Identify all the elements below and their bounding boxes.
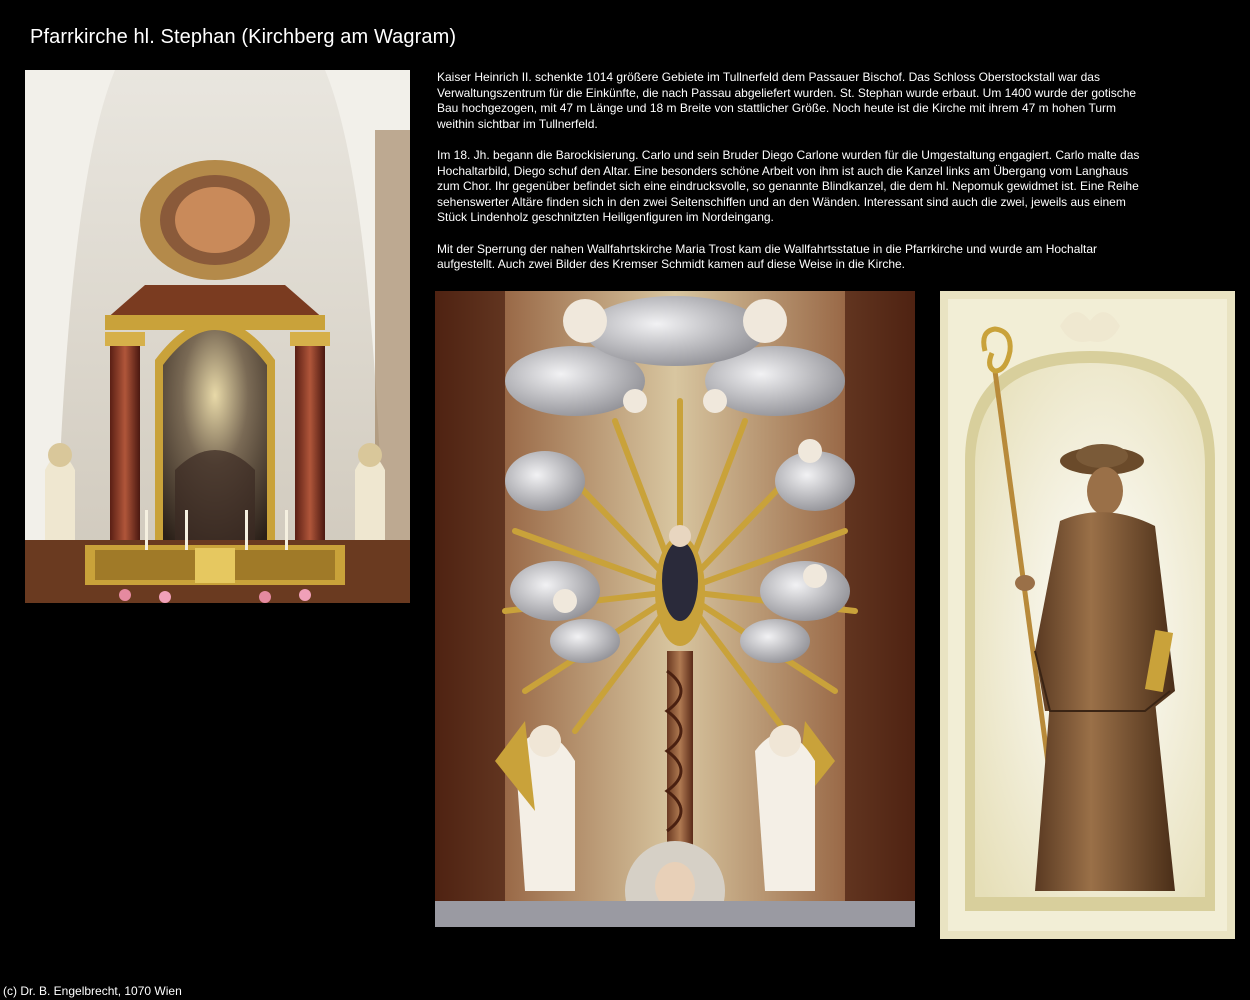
copyright-footer: (c) Dr. B. Engelbrecht, 1070 Wien [3, 984, 182, 998]
description-text [437, 70, 1147, 288]
page-title: Pfarrkirche hl. Stephan (Kirchberg am Wagram) [30, 26, 457, 48]
photo-high-altar[interactable] [25, 70, 410, 603]
description-paragraph: Mit der Sperrung der nahen Wallfahrtskirche Maria Trost kam die Wallfahrtsstatue in die Pfarrkirche und wurde am Hochaltar aufgestellt. Auch zwei Bilder des Kremser Schmidt kamen auf diese Weise in die Kirche. [437, 241, 1098, 272]
madonna-altar-image [435, 291, 915, 927]
high-altar-image [25, 70, 410, 603]
photo-madonna-altar[interactable] [435, 291, 915, 927]
description-paragraph: Kaiser Heinrich II. schenkte 1014 größere Gebiete im Tullnerfeld dem Passauer Bischof. Das Schloss Oberstockstall war das Verwaltungszentrum für die Einkünfte, die nach Passau abgeliefert wurden. St. Stephan wurde erbaut. Um 1400 wurde der gotische Bau hochgezogen, mit 47 m Länge und 18 m Breite von stattlicher Größe. Noch heute ist die Kirche mit ihrem 47 m hohen Turm weithin sichtbar im Tullnerfeld. [437, 70, 1137, 131]
description-paragraph: Im 18. Jh. begann die Barockisierung. Carlo und sein Bruder Diego Carlone wurden für die Umgestaltung engagiert. Carlo malte das Hochaltarbild, Diego schuf den Altar. Eine besonders schöne Arbeit von ihm ist auch die Kanzel links am Übergang vom Langhaus zum Chor. Ihr gegenüber befindet sich eine eindrucksvolle, so genannte Blindkanzel, die dem hl. Nepomuk gewidmet ist. Eine Reihe sehenswerter Altäre finden sich in den zwei Seitenschiffen und an den Wänden. Interessant sind auch die zwei, jeweils aus einem Stück Lindenholz geschnitzten Heiligenfiguren im Nordeingang. [437, 147, 1140, 225]
photo-saint-statue[interactable] [940, 291, 1235, 939]
saint-statue-image [940, 291, 1235, 939]
